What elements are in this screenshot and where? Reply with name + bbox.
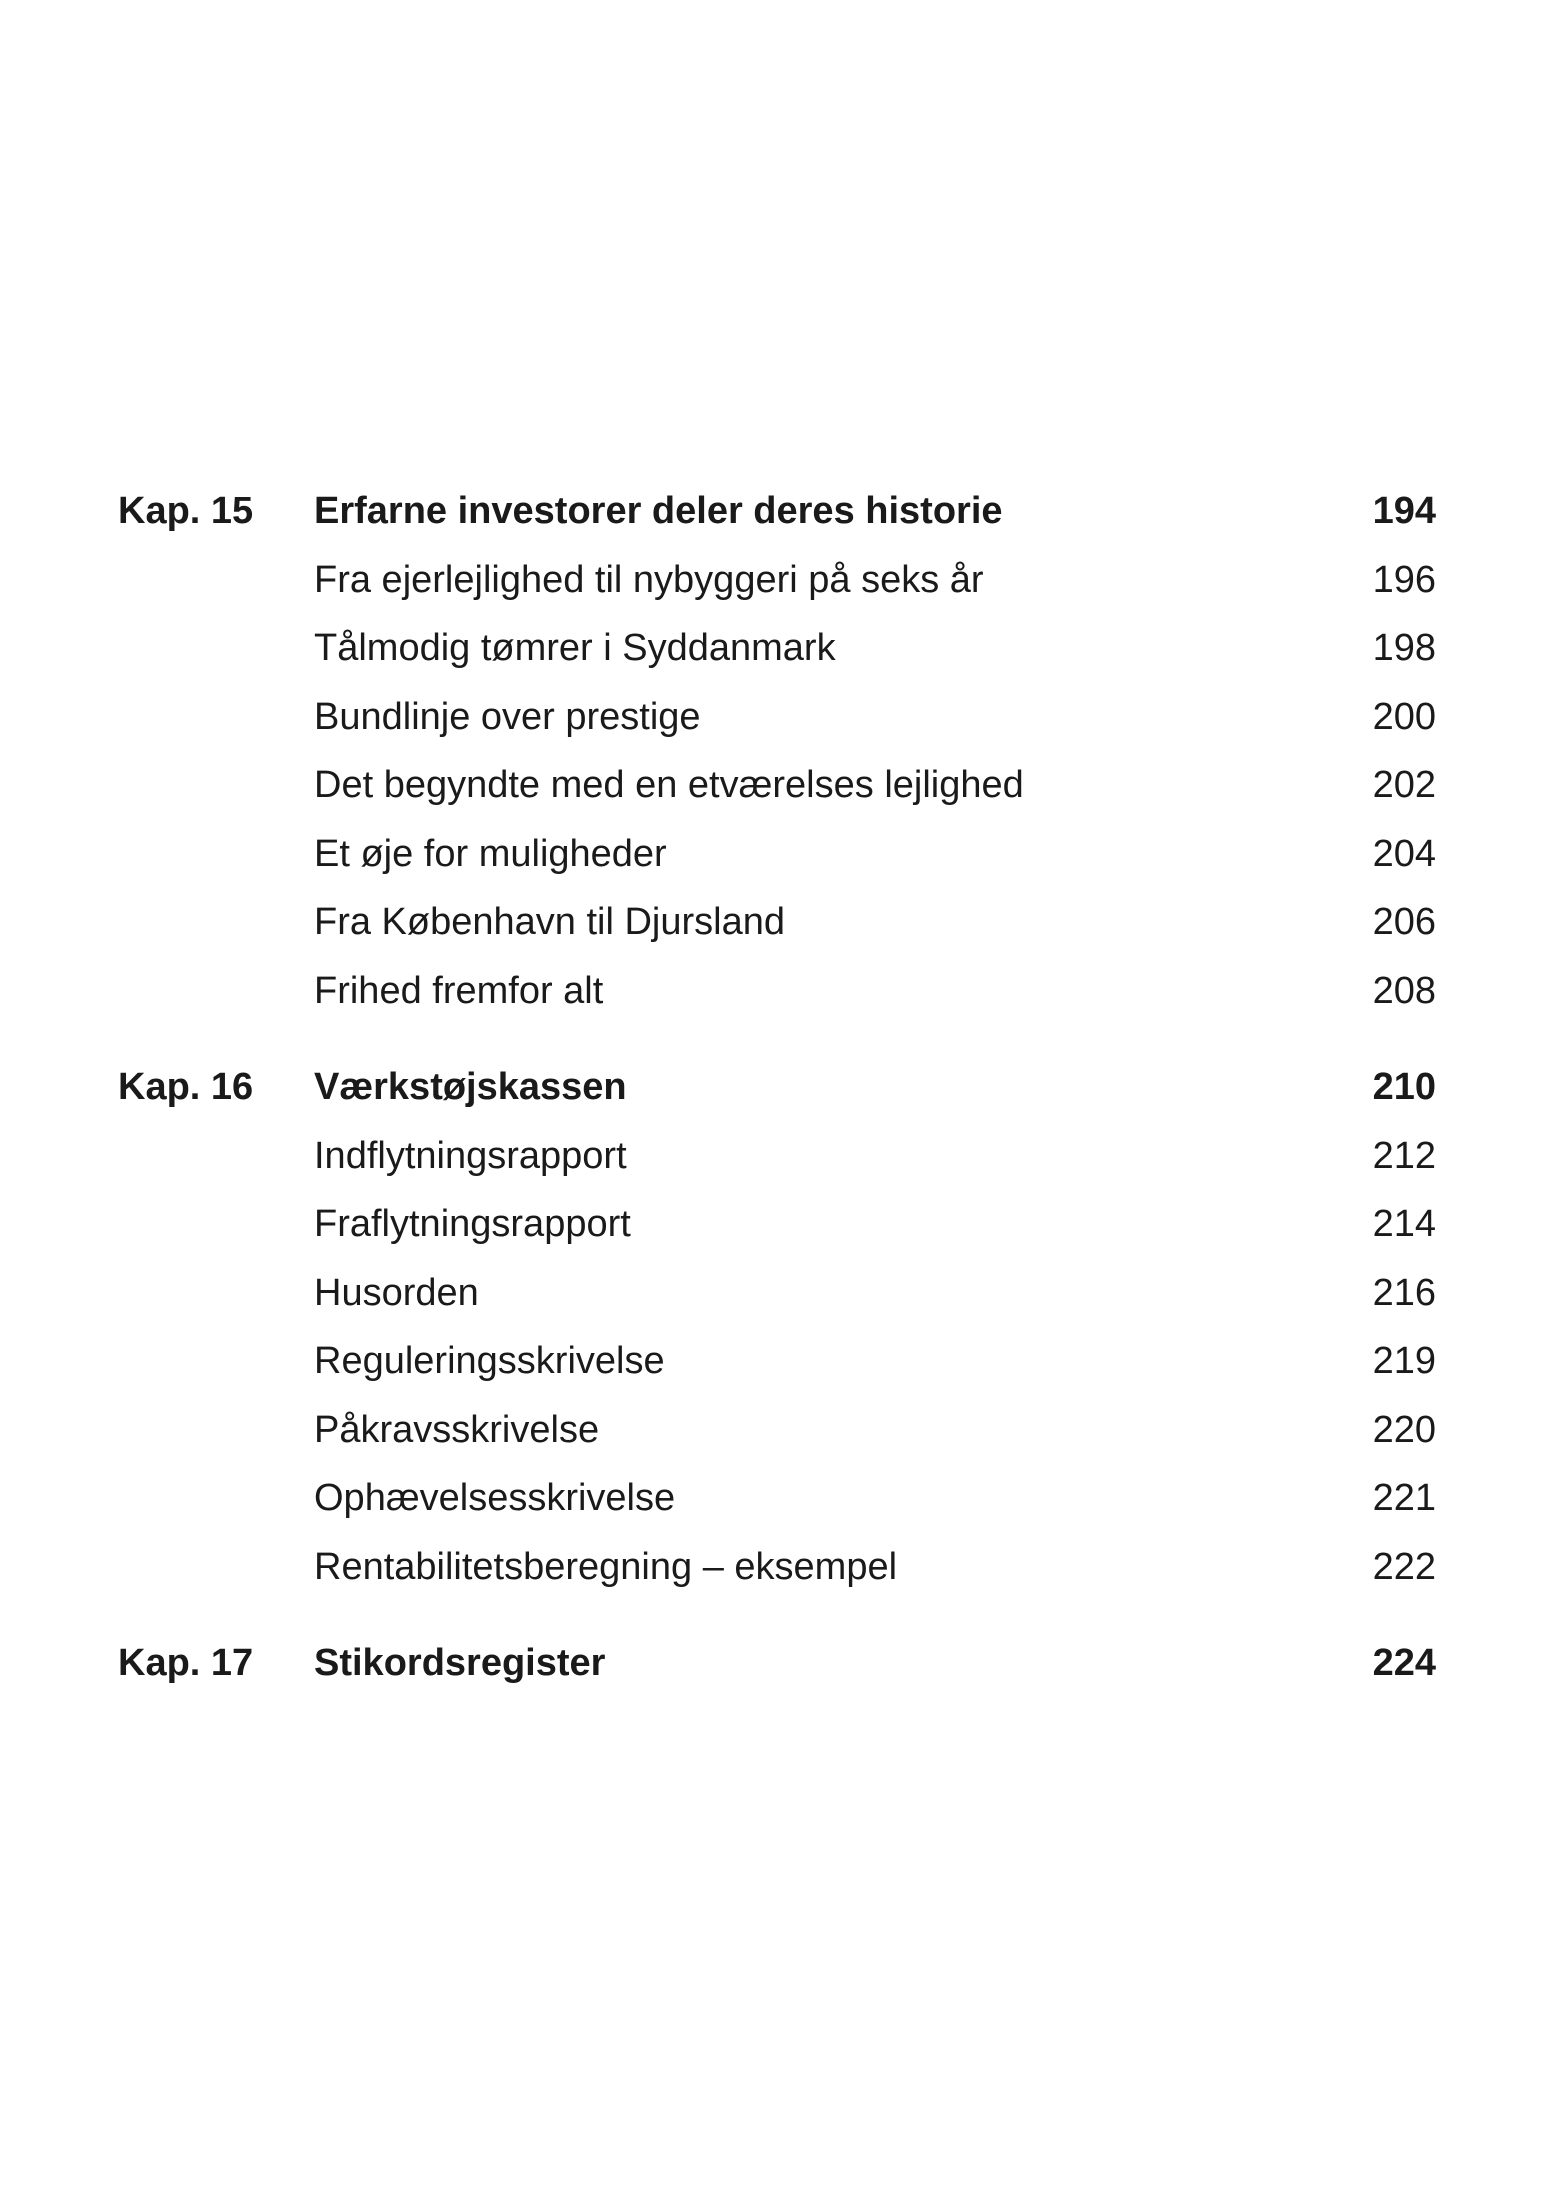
section-title: Fra København til Djursland (314, 901, 785, 943)
section-title: Husorden (314, 1271, 479, 1314)
section-title: Frihed fremfor alt (314, 969, 604, 1012)
chapter-spacer (118, 1025, 1436, 1053)
section-page-number: 198 (1372, 627, 1436, 669)
chapter-spacer (118, 1601, 1436, 1629)
section-title: Ophævelsesskrivelse (314, 1477, 676, 1519)
chapter-15 (118, 477, 1436, 1025)
section-page-number: 221 (1372, 1477, 1436, 1519)
section-page-number: 202 (1372, 764, 1436, 806)
section-page-number: 196 (1372, 558, 1436, 601)
chapter-heading[interactable] (118, 477, 1436, 546)
section-title: Indflytningsrapport (314, 1134, 627, 1177)
chapter-page-number: 210 (1372, 1066, 1436, 1108)
section-page-number: 206 (1372, 901, 1436, 943)
section-entry[interactable] (118, 1259, 1436, 1328)
section-title: Reguleringsskrivelse (314, 1340, 665, 1382)
section-page-number: 204 (1372, 832, 1436, 875)
section-title: Det begyndte med en etværelses lejlighed (314, 764, 1024, 806)
section-entry[interactable] (118, 1122, 1436, 1191)
section-page-number: 200 (1372, 695, 1436, 738)
section-entry[interactable] (118, 957, 1436, 1026)
chapter-label: Kap. 16 (118, 1066, 254, 1108)
section-title: Et øje for muligheder (314, 832, 667, 875)
section-entry[interactable] (118, 614, 1436, 683)
section-title: Tålmodig tømrer i Syddanmark (314, 627, 836, 669)
chapter-title: Erfarne investorer deler deres historie (314, 490, 1003, 532)
section-page-number: 219 (1372, 1340, 1436, 1382)
chapter-title: Værkstøjskassen (314, 1066, 627, 1108)
section-entry[interactable] (118, 1533, 1436, 1602)
section-title: Bundlinje over prestige (314, 695, 701, 738)
section-entry[interactable] (118, 820, 1436, 889)
section-page-number: 212 (1372, 1134, 1436, 1177)
section-entry[interactable] (118, 888, 1436, 957)
section-page-number: 216 (1372, 1271, 1436, 1314)
chapter-page-number: 194 (1372, 490, 1436, 532)
chapter-page-number: 224 (1372, 1642, 1436, 1684)
section-title: Fra ejerlejlighed til nybyggeri på seks år (314, 558, 984, 601)
section-page-number: 222 (1372, 1545, 1436, 1588)
table-of-contents (118, 477, 1436, 1698)
section-entry[interactable] (118, 546, 1436, 615)
chapter-label: Kap. 15 (118, 490, 254, 532)
section-title: Fraflytningsrapport (314, 1203, 631, 1245)
section-entry[interactable] (118, 683, 1436, 752)
section-entry[interactable] (118, 1464, 1436, 1533)
section-page-number: 214 (1372, 1203, 1436, 1245)
section-title: Påkravsskrivelse (314, 1408, 600, 1451)
section-page-number: 208 (1372, 969, 1436, 1012)
section-entry[interactable] (118, 1396, 1436, 1465)
chapter-heading[interactable] (118, 1053, 1436, 1122)
chapter-label: Kap. 17 (118, 1642, 254, 1684)
chapter-heading[interactable] (118, 1629, 1436, 1698)
section-entry[interactable] (118, 1327, 1436, 1396)
section-page-number: 220 (1372, 1408, 1436, 1451)
section-title: Rentabilitetsberegning – eksempel (314, 1545, 898, 1588)
chapter-17 (118, 1629, 1436, 1698)
section-entry[interactable] (118, 751, 1436, 820)
chapter-16 (118, 1053, 1436, 1601)
chapter-title: Stikordsregister (314, 1642, 606, 1684)
section-entry[interactable] (118, 1190, 1436, 1259)
